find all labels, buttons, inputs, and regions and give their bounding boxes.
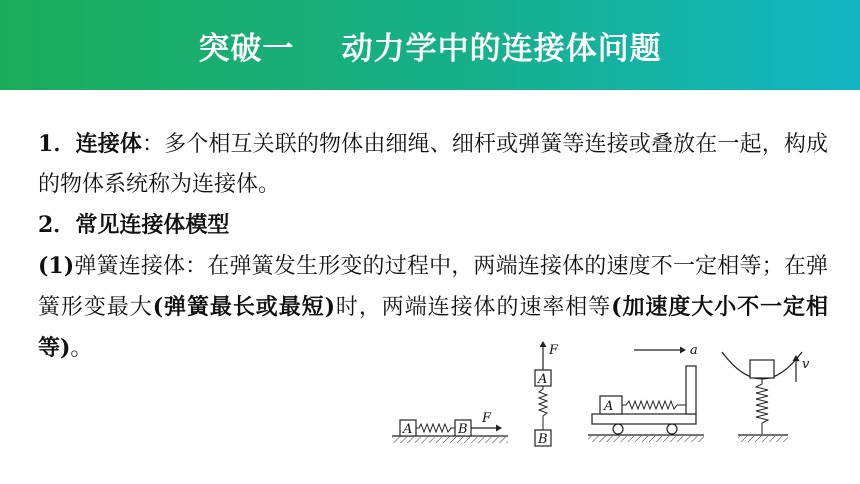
cart-wheel: [667, 424, 677, 434]
spring-icon: [622, 401, 686, 409]
item3-text-b: 时，两端连接体的速率相等: [335, 295, 612, 320]
page-title: 突破一 动力学中的连接体问题: [198, 30, 662, 67]
item3-paren-a: (弹簧最长或最短): [152, 294, 335, 320]
block: [750, 360, 774, 378]
item1-text: ：多个相互关联的物体由细绳、细杆或弹簧等连接或叠放在一起，构成的物体系统称为连接体。: [38, 132, 828, 197]
cart-wall: [686, 366, 696, 414]
velocity-label: v: [802, 357, 810, 372]
item3-end: 。: [70, 336, 93, 361]
item-common-models: [38, 205, 828, 246]
force-label: F: [549, 343, 559, 358]
title-banner: [0, 0, 860, 90]
block-b-label: B: [458, 422, 468, 437]
spring-model-diagrams: [392, 338, 812, 450]
item3-text-a: 弹簧连接体：在弹簧发生形变的过程中，两端连接体的速度不一定相等；在弹簧形变最大: [38, 254, 828, 320]
item3-paren-b: (加速度大小不一定相等): [38, 294, 828, 361]
acceleration-label: a: [690, 343, 698, 358]
force-label: F: [482, 411, 492, 426]
block-b-label: B: [538, 432, 548, 447]
item1-number: 1．: [38, 131, 76, 157]
block-a-label: A: [538, 372, 548, 387]
figure-cart-spring: [588, 343, 704, 442]
item3-prefix: (1): [38, 253, 75, 279]
block-a-label: A: [604, 399, 614, 414]
figure-vertical-spring: [535, 341, 559, 447]
item2-term: 常见连接体模型: [75, 212, 230, 238]
spring-icon: [539, 386, 547, 430]
spring-icon: [756, 378, 768, 434]
figure-horizontal-spring: [392, 411, 508, 443]
item1-term: 连接体: [75, 131, 142, 157]
item2-number: 2．: [38, 212, 76, 238]
block-a-label: A: [403, 422, 413, 437]
item-connected-body: [38, 124, 828, 205]
spring-icon: [416, 424, 455, 432]
figure-bowl-spring: [722, 352, 810, 442]
content-body: [38, 124, 828, 369]
cart-wheel: [613, 424, 623, 434]
cart-body: [592, 414, 696, 424]
